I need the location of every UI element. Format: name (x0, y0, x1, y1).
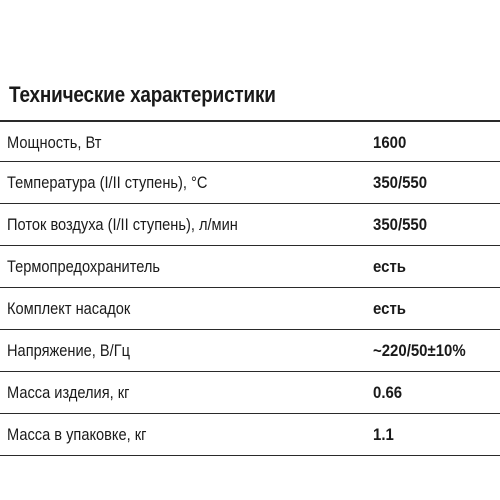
spec-value: 350/550 (373, 173, 428, 192)
spec-label: Масса в упаковке, кг (7, 425, 147, 444)
spec-label: Масса изделия, кг (7, 383, 130, 402)
spec-row-voltage (0, 330, 500, 372)
spec-value: 1.1 (373, 425, 394, 444)
spec-table (0, 120, 500, 456)
spec-value: 0.66 (373, 383, 403, 402)
spec-row-thermal-fuse (0, 246, 500, 288)
spec-label: Термопредохранитель (7, 257, 161, 276)
spec-row-nozzle-kit (0, 288, 500, 330)
spec-label: Комплект насадок (7, 299, 131, 318)
spec-label: Мощность, Вт (7, 133, 102, 152)
spec-row-temperature (0, 162, 500, 204)
spec-value: 350/550 (373, 215, 428, 234)
spec-row-airflow (0, 204, 500, 246)
spec-title: Технические характеристики (9, 82, 276, 107)
spec-value: ~220/50±10% (373, 341, 466, 360)
spec-row-power (0, 120, 500, 162)
spec-row-package-weight (0, 414, 500, 456)
spec-label: Поток воздуха (I/II ступень), л/мин (7, 215, 238, 234)
spec-row-weight (0, 372, 500, 414)
spec-value: 1600 (373, 133, 407, 152)
spec-label: Температура (I/II ступень), °С (7, 173, 208, 192)
spec-value: есть (373, 257, 406, 276)
spec-label: Напряжение, В/Гц (7, 341, 131, 360)
spec-value: есть (373, 299, 406, 318)
